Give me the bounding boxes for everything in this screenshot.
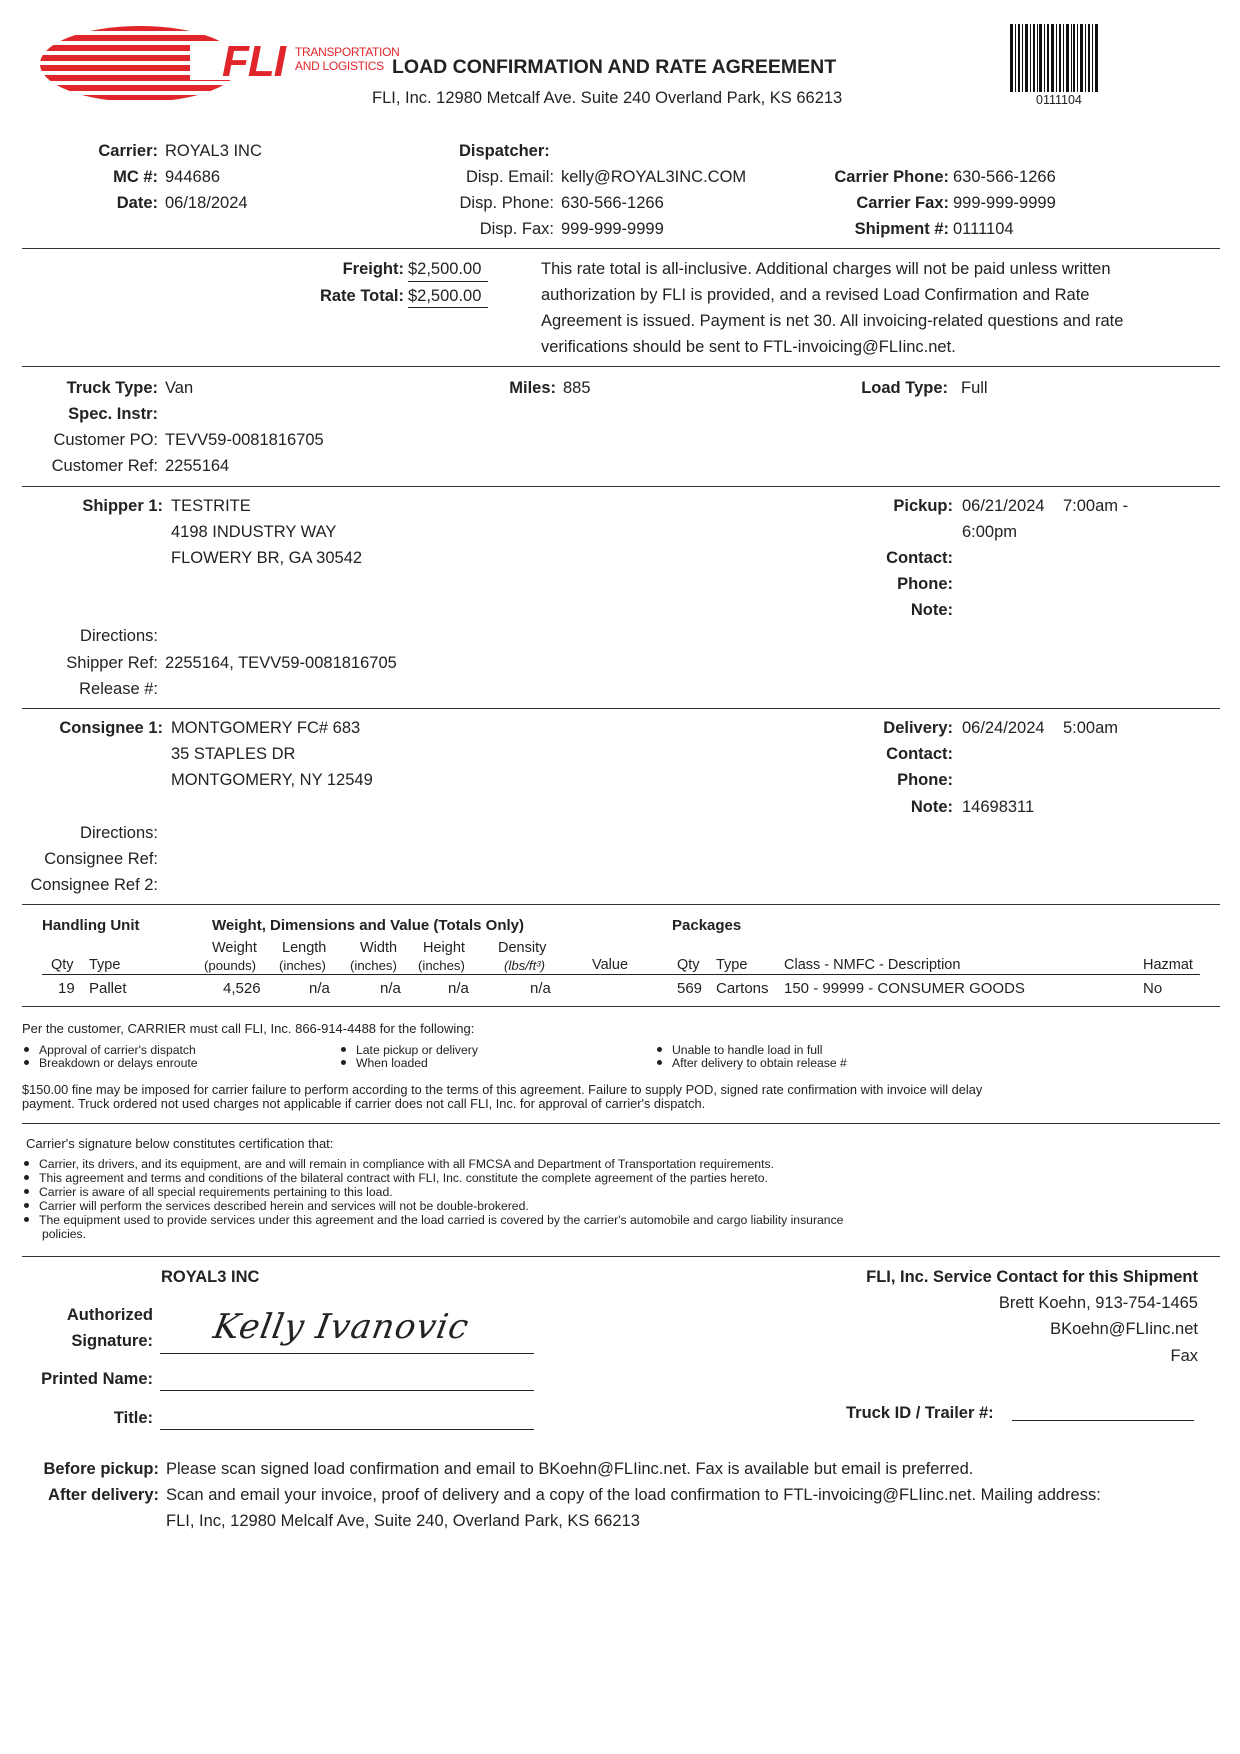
fine-notice: $150.00 fine may be imposed for carrier failure to perform according to the terms of this agreement. Failure to supply POD, signed rate confirmation with invoice will delay [22,1082,983,1097]
col-height: Height [423,940,465,956]
certification-item: The equipment used to provide services under this agreement and the load carried is covered by the carrier's automobile and cargo liability insurance [24,1214,843,1227]
divider [22,1123,1220,1124]
consignee-address-2: MONTGOMERY, NY 12549 [171,771,373,789]
certification-item: This agreement and terms and conditions of the bilateral contract with FLI, Inc. constitute the complete agreement of the parties hereto. [24,1172,768,1185]
customer-po: TEVV59-0081816705 [165,431,324,449]
truck-id-line[interactable] [1012,1420,1194,1421]
col-weight: Weight [212,940,257,956]
consignee-ref2-label: Consignee Ref 2: [30,876,158,894]
col-length: Length [282,940,327,956]
rate-total-underline [408,307,488,308]
carrier-name: ROYAL3 INC [165,142,262,160]
shipper-note-label: Note: [910,601,953,619]
consignee-label: Consignee 1: [59,719,163,737]
divider [22,708,1220,709]
weight-dims-header: Weight, Dimensions and Value (Totals Only) [212,917,524,934]
disp-email: kelly@ROYAL3INC.COM [561,168,747,186]
packages-header: Packages [672,917,742,934]
col-width: Width [360,940,398,956]
col-type: Type [89,957,121,973]
col-class: Class - NMFC - Description [784,957,961,973]
consignee-phone-label: Phone: [897,771,953,789]
call-item: After delivery to obtain release # [657,1057,847,1070]
customer-po-label: Customer PO: [53,431,158,449]
col-weight-unit: (pounds) [204,958,257,973]
date-value: 06/18/2024 [165,194,248,212]
consignee-address-1: 35 STAPLES DR [171,745,296,763]
freight-amount: $2,500.00 [408,260,482,278]
col-package-type: Type [716,957,748,973]
mailing-address: FLI, Inc, 12980 Melcalf Ave, Suite 240, Overland Park, KS 66213 [166,1512,640,1530]
rate-note-line: Agreement is issued. Payment is net 30. All invoicing-related questions and rate [541,312,1124,330]
printed-name-line[interactable] [160,1390,534,1391]
before-pickup-label: Before pickup: [43,1460,159,1478]
rate-note-line: This rate total is all-inclusive. Additional charges will not be paid unless written [541,260,1111,278]
truck-type: Van [165,379,194,397]
shipper-address-1: 4198 INDUSTRY WAY [171,523,337,541]
date-label: Date: [116,194,158,212]
after-delivery-text: Scan and email your invoice, proof of delivery and a copy of the load confirmation to FTL-invoicing@FLIinc.net. Mailing address: [166,1486,1101,1504]
service-contact-fax: Fax [1170,1347,1198,1365]
service-contact-email: BKoehn@FLIinc.net [1050,1320,1198,1338]
document-title: LOAD CONFIRMATION AND RATE AGREEMENT [392,56,837,78]
consignee-name: MONTGOMERY FC# 683 [171,719,361,737]
shipper-phone-label: Phone: [897,575,953,593]
carrier-fax: 999-999-9999 [953,194,1056,212]
carrier-fax-label: Carrier Fax: [856,194,949,212]
signer-company: ROYAL3 INC [161,1268,260,1286]
col-hazmat: Hazmat [1143,957,1193,973]
col-qty: Qty [51,957,74,973]
divider [22,1256,1220,1257]
service-contact-name: Brett Koehn, 913-754-1465 [998,1294,1198,1312]
col-height-unit: (inches) [418,958,465,973]
pickup-time-end: 6:00pm [962,523,1018,541]
signature-label: Signature: [71,1332,153,1350]
disp-email-label: Disp. Email: [465,168,554,186]
barcode-number: 0111104 [1036,93,1082,107]
miles-value: 885 [563,379,591,397]
disp-fax: 999-999-9999 [561,220,664,238]
shipper-ref: 2255164, TEVV59-0081816705 [165,654,397,672]
freight-underline [408,281,488,282]
row-class: 150 - 99999 - CONSUMER GOODS [784,980,1025,997]
certification-item-cont: policies. [42,1227,87,1241]
table-header-rule [42,974,1200,975]
row-weight: 4,526 [223,980,261,997]
truck-id-label: Truck ID / Trailer #: [846,1404,994,1422]
carrier-phone: 630-566-1266 [953,168,1056,186]
after-delivery-label: After delivery: [48,1486,159,1504]
delivery-date: 06/24/2024 [962,719,1045,737]
load-type-label: Load Type: [861,379,948,397]
freight-label: Freight: [342,260,404,278]
row-package-type: Cartons [716,980,769,997]
delivery-label: Delivery: [883,719,953,737]
divider [22,248,1220,249]
barcode [1010,24,1100,94]
load-type: Full [961,379,988,397]
truck-type-label: Truck Type: [66,379,158,397]
carrier-label: Carrier: [98,142,158,160]
logo-text: FLI [222,37,285,86]
disp-fax-label: Disp. Fax: [479,220,554,238]
consignee-contact-label: Contact: [886,745,953,763]
shipment-number: 0111104 [953,220,1014,238]
shipper-directions-label: Directions: [80,627,158,645]
row-type: Pallet [89,980,127,997]
call-item: When loaded [341,1057,428,1070]
call-notice-intro: Per the customer, CARRIER must call FLI, Inc. 866-914-4488 for the following: [22,1021,475,1036]
disp-phone-label: Disp. Phone: [459,194,554,212]
service-contact-title: FLI, Inc. Service Contact for this Shipment [866,1268,1198,1286]
before-pickup-text: Please scan signed load confirmation and email to BKoehn@FLIinc.net. Fax is available but email is preferred. [166,1460,974,1478]
signature-line[interactable] [160,1353,534,1354]
row-package-qty: 569 [677,980,703,997]
row-hazmat: No [1143,980,1163,997]
pickup-date: 06/21/2024 [962,497,1045,515]
col-density-unit: (lbs/ft³) [504,958,546,973]
title-label: Title: [113,1409,153,1427]
divider [22,1006,1220,1007]
printed-name-label: Printed Name: [41,1370,153,1388]
pickup-label: Pickup: [893,497,953,515]
rate-note-line: verifications should be sent to FTL-invoicing@FLIinc.net. [541,338,956,356]
shipment-label: Shipment #: [854,220,949,238]
shipper-ref-label: Shipper Ref: [66,654,158,672]
table-row [0,980,1240,998]
col-value: Value [592,957,629,973]
company-logo [40,22,400,106]
barcode-icon [1010,24,1100,92]
call-item: Approval of carrier's dispatch [24,1044,196,1057]
miles-label: Miles: [509,379,556,397]
call-item: Late pickup or delivery [341,1044,478,1057]
certification-item: Carrier is aware of all special requirements pertaining to this load. [24,1186,393,1199]
mc-number: 944686 [165,168,221,186]
certification-item: Carrier, its drivers, and its equipment, are and will remain in compliance with all FMCSA and Department of Transportation requirements. [24,1158,774,1171]
consignee-ref-label: Consignee Ref: [44,850,158,868]
row-width: n/a [380,980,401,997]
shipper-contact-label: Contact: [886,549,953,567]
row-length: n/a [309,980,330,997]
rate-total: $2,500.00 [408,287,482,305]
spec-instr-label: Spec. Instr: [68,405,158,423]
customer-ref: 2255164 [165,457,230,475]
divider [22,486,1220,487]
release-label: Release #: [79,680,158,698]
rate-total-label: Rate Total: [319,287,404,305]
consignee-note-label: Note: [910,798,953,816]
consignee-note: 14698311 [962,798,1035,816]
fine-notice: payment. Truck ordered not used charges not applicable if carrier does not call FLI, Inc. for approval of carrier's dispatch. [22,1096,706,1111]
shipper-label: Shipper 1: [82,497,163,515]
delivery-time: 5:00am [1063,719,1119,737]
handling-unit-header: Handling Unit [42,917,140,934]
dispatcher-label: Dispatcher: [459,142,550,160]
col-width-unit: (inches) [350,958,397,973]
certification-intro: Carrier's signature below constitutes certification that: [26,1136,334,1151]
handwritten-signature[interactable]: Kelly Ivanovic [210,1307,473,1347]
shipper-address-2: FLOWERY BR, GA 30542 [171,549,363,567]
logo-tagline-2: AND LOGISTICS [295,59,384,73]
authorized-label: Authorized [66,1306,153,1324]
carrier-phone-label: Carrier Phone: [834,168,949,186]
certification-item: Carrier will perform the services described herein and services will not be double-brokered. [24,1200,529,1213]
logo-tagline-1: TRANSPORTATION [295,45,400,59]
customer-ref-label: Customer Ref: [51,457,158,475]
row-qty: 19 [58,980,75,997]
divider [22,366,1220,367]
divider [22,904,1220,905]
row-density: n/a [530,980,551,997]
disp-phone: 630-566-1266 [561,194,664,212]
call-item: Breakdown or delays enroute [24,1057,198,1070]
pickup-time: 7:00am - [1063,497,1129,515]
title-line[interactable] [160,1429,534,1430]
rate-note-line: authorization by FLI is provided, and a revised Load Confirmation and Rate [541,286,1090,304]
call-item: Unable to handle load in full [657,1044,822,1057]
col-density: Density [498,940,547,956]
row-height: n/a [448,980,469,997]
col-length-unit: (inches) [279,958,326,973]
mc-label: MC #: [113,168,158,186]
consignee-directions-label: Directions: [80,824,158,842]
company-address: FLI, Inc. 12980 Metcalf Ave. Suite 240 Overland Park, KS 66213 [372,89,843,107]
shipper-name: TESTRITE [171,497,251,515]
col-package-qty: Qty [677,957,700,973]
